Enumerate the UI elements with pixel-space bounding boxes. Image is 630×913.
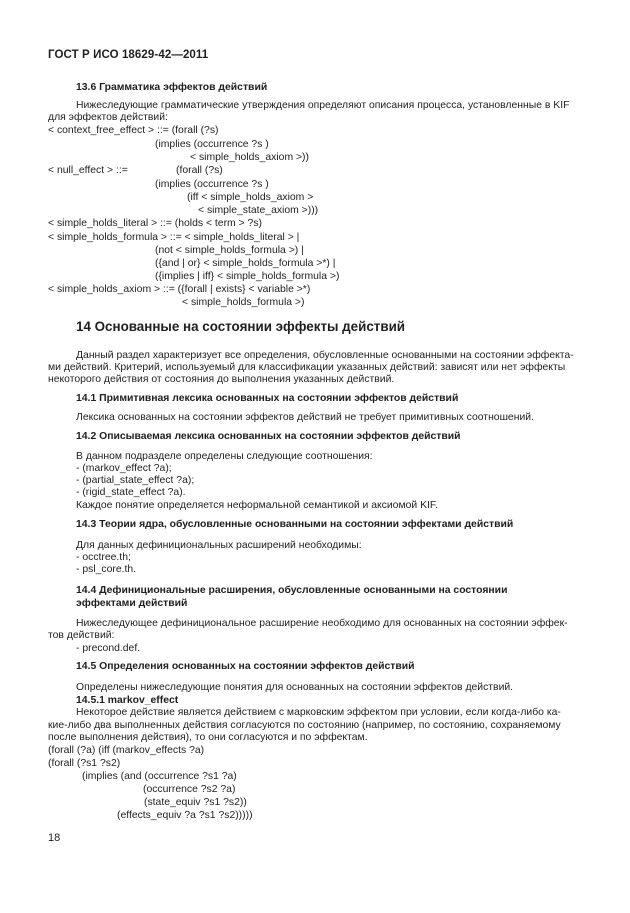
grammar-line: (forall (?s)	[176, 165, 223, 176]
list-item: - (rigid_state_effect ?a).	[76, 487, 186, 498]
document-header: ГОСТ Р ИСО 18629-42—2011	[48, 49, 209, 61]
axiom-line: (state_equiv ?s1 ?s2))	[144, 797, 247, 808]
axiom-line: (effects_equiv ?a ?s1 ?s2)))))	[117, 810, 253, 821]
list-item: - precond.def.	[76, 643, 141, 654]
section-14-1-heading: 14.1 Примитивная лексика основанных на состоянии эффектов действий	[76, 393, 459, 404]
grammar-line: (implies (occurrence ?s )	[155, 139, 269, 150]
section-14-5-1-para-line-1: Некоторое действие является действием с марковским эффектом при условии, если когда-либо ка-	[76, 707, 561, 718]
section-14-3-intro: Для данных дефинициональных расширений необходимы:	[76, 540, 362, 551]
section-13-6-intro-line-1: Нижеследующие грамматические утверждения определяют описания процесса, установленные в KIF	[76, 100, 570, 111]
grammar-line: ({implies | iff} < simple_holds_formula >)	[155, 271, 340, 282]
list-item: - occtree.th;	[76, 552, 131, 563]
section-14-para-line-2: ми действий. Критерий, используемый для классификации указанных действий: зависят или нет эффекты	[48, 362, 566, 373]
grammar-line: (not < simple_holds_formula >) |	[155, 245, 304, 256]
grammar-line: < simple_holds_axiom > ::= ({forall | exists} < variable >*)	[48, 284, 311, 295]
axiom-line: (occurrence ?s2 ?a)	[143, 784, 236, 795]
section-14-5-1-para-line-2: кие-либо два выполненных действия согласуются по состоянию (например, по состоянию, сохраняемому	[48, 720, 561, 731]
section-14-para-line-3: некоторого действия от состояния до выполнения указанных действий.	[48, 374, 395, 385]
section-14-2-note: Каждое понятие определяется неформальной семантикой и аксиомой KIF.	[76, 500, 438, 511]
grammar-line: < null_effect > ::=	[48, 165, 128, 176]
section-14-para-line-1: Данный раздел характеризует все определения, обусловленные основанными на состоянии эффекта-	[76, 350, 574, 361]
section-14-5-intro: Определены нижеследующие понятия для основанных на состоянии эффектов действий.	[76, 682, 514, 693]
section-14-4-text-line-2: тов действий:	[48, 630, 115, 641]
page-number: 18	[48, 832, 61, 844]
section-14-5-heading: 14.5 Определения основанных на состоянии эффектов действий	[76, 661, 415, 672]
section-14-heading: 14 Основанные на состоянии эффекты действий	[76, 319, 406, 334]
axiom-line: (implies (and (occurrence ?s1 ?a)	[82, 771, 237, 782]
section-13-6-intro-line-2: для эффектов действий:	[48, 112, 168, 123]
grammar-line: ({and | or} < simple_holds_formula >*) |	[155, 258, 336, 269]
grammar-line: < context_free_effect > ::= (forall (?s)	[48, 125, 219, 136]
section-14-5-1-para-line-3: после выполнения действия), то они согласуются и по эффектам.	[48, 732, 368, 743]
section-14-5-1-heading: 14.5.1 markov_effect	[76, 695, 179, 706]
grammar-line: < simple_holds_formula > ::= < simple_holds_literal > |	[48, 232, 300, 243]
list-item: - (partial_state_effect ?a);	[76, 475, 195, 486]
grammar-line: (iff < simple_holds_axiom >	[187, 192, 314, 203]
section-14-2-heading: 14.2 Описываемая лексика основанных на состоянии эффектов действий	[76, 431, 461, 442]
section-14-3-heading: 14.3 Теории ядра, обусловленные основанными на состоянии эффектами действий	[76, 519, 514, 530]
section-14-4-text-line-1: Нижеследующее дефинициональное расширение необходимо для основанных на состоянии эффек-	[76, 618, 568, 629]
list-item: - (markov_effect ?a);	[76, 463, 172, 474]
section-14-1-text: Лексика основанных на состоянии эффектов действий не требует примитивных соотношений.	[76, 412, 534, 423]
section-14-4-heading-line-2: эффектами действий	[76, 598, 188, 609]
axiom-line: (forall (?a) (iff (markov_effects ?a)	[48, 745, 205, 756]
section-13-6-heading: 13.6 Грамматика эффектов действий	[76, 82, 268, 93]
grammar-line: < simple_holds_literal > ::= (holds < term > ?s)	[48, 218, 262, 229]
section-14-4-heading-line-1: 14.4 Дефинициональные расширения, обусловленные основанными на состоянии	[76, 585, 508, 596]
grammar-line: (implies (occurrence ?s )	[155, 179, 269, 190]
section-14-2-intro: В данном подразделе определены следующие соотношения:	[76, 451, 373, 462]
grammar-line: < simple_state_axiom >)))	[198, 205, 319, 216]
grammar-line: < simple_holds_axiom >))	[190, 152, 309, 163]
list-item: - psl_core.th.	[76, 564, 137, 575]
axiom-line: (forall (?s1 ?s2)	[48, 758, 121, 769]
grammar-line: < simple_holds_formula >)	[182, 297, 305, 308]
